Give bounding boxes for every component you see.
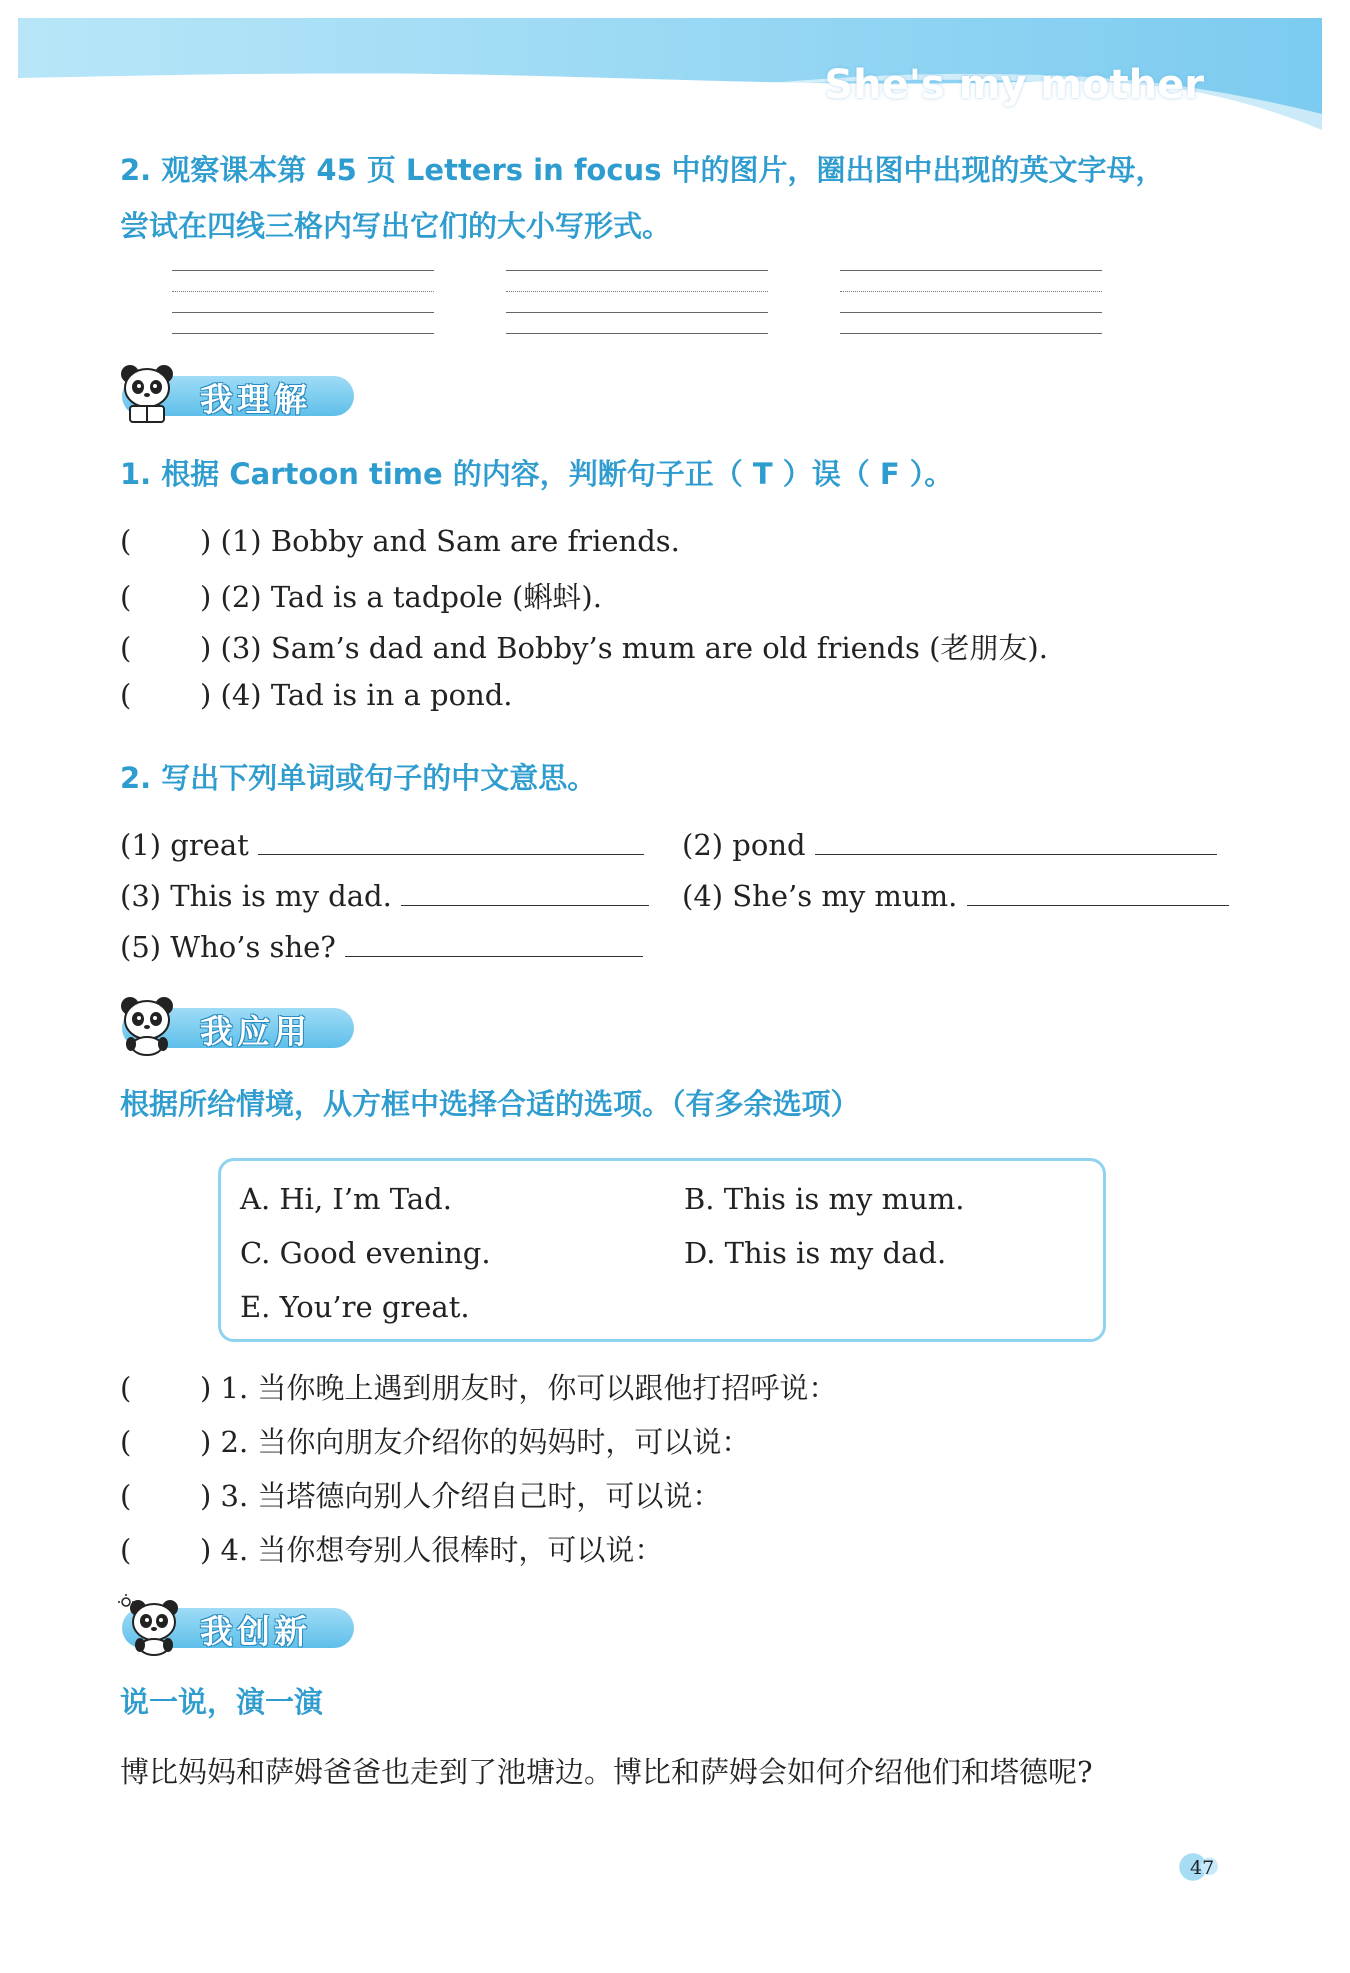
scenario-item xyxy=(120,1474,721,1515)
answer-line[interactable] xyxy=(967,904,1229,906)
section-badge-label: 我应用 xyxy=(200,1012,311,1051)
section-badge-apply xyxy=(118,994,358,1056)
answer-line[interactable] xyxy=(815,853,1217,855)
tf-item xyxy=(120,626,1048,667)
translate-item-text: (1) great xyxy=(120,828,249,862)
panda-reading-icon xyxy=(118,362,178,424)
answer-line[interactable] xyxy=(401,904,649,906)
translate-item-text: (5) Who’s she? xyxy=(120,930,336,964)
option-d: D. This is my dad. xyxy=(684,1236,947,1270)
tf-item-text: ) (1) Bobby and Sam are friends. xyxy=(200,524,680,558)
letters-instruction-line1: 2. 观察课本第 45 页 Letters in focus 中的图片，圈出图中出现的英文字母， xyxy=(120,153,1165,187)
section-badge-create xyxy=(118,1594,358,1656)
four-line-grid[interactable] xyxy=(172,270,434,334)
tf-item xyxy=(120,678,513,712)
answer-blank[interactable]: ( xyxy=(120,678,132,712)
section-badge-understand xyxy=(118,362,358,424)
page-header xyxy=(18,18,1322,130)
translate-item xyxy=(120,828,644,862)
answer-blank[interactable]: ( xyxy=(120,580,132,614)
scenario-item-text: ) 2. 当你向朋友介绍你的妈妈时，可以说： xyxy=(200,1425,751,1459)
section-badge-label: 我理解 xyxy=(200,380,311,419)
answer-blank[interactable]: ( xyxy=(120,1479,132,1513)
translate-item-text: (4) She’s my mum. xyxy=(682,879,958,913)
create-instruction: 说一说，演一演 xyxy=(120,1685,324,1719)
tf-item-text: ) (2) Tad is a tadpole (蝌蚪). xyxy=(200,580,602,614)
answer-blank[interactable]: ( xyxy=(120,1371,132,1405)
answer-blank[interactable]: ( xyxy=(120,1425,132,1459)
translate-item-text: (3) This is my dad. xyxy=(120,879,392,913)
tf-instruction: 1. 根据 Cartoon time 的内容，判断句子正（ T ）误（ F ）。 xyxy=(120,457,954,491)
option-c: C. Good evening. xyxy=(240,1236,491,1270)
create-prompt: 博比妈妈和萨姆爸爸也走到了池塘边。博比和萨姆会如何介绍他们和塔德呢? xyxy=(120,1755,1093,1789)
tf-item xyxy=(120,524,680,558)
translate-instruction: 2. 写出下列单词或句子的中文意思。 xyxy=(120,761,597,795)
tf-item-text: ) (4) Tad is in a pond. xyxy=(200,678,513,712)
translate-item xyxy=(682,879,1229,913)
scenario-item-text: ) 3. 当塔德向别人介绍自己时，可以说： xyxy=(200,1479,722,1513)
answer-blank[interactable]: ( xyxy=(120,524,132,558)
tf-item xyxy=(120,575,602,616)
panda-icon xyxy=(118,994,178,1056)
letters-instruction-line2: 尝试在四线三格内写出它们的大小写形式。 xyxy=(120,209,672,243)
option-e: E. You’re great. xyxy=(240,1290,470,1324)
section-badge-label: 我创新 xyxy=(200,1612,311,1651)
translate-item-text: (2) pond xyxy=(682,828,806,862)
option-b: B. This is my mum. xyxy=(684,1182,965,1216)
answer-blank[interactable]: ( xyxy=(120,631,132,665)
apply-instruction: 根据所给情境，从方框中选择合适的选项。（有多余选项） xyxy=(120,1087,860,1121)
answer-blank[interactable]: ( xyxy=(120,1533,132,1567)
scenario-item xyxy=(120,1528,663,1569)
option-a: A. Hi, I’m Tad. xyxy=(240,1182,452,1216)
scenario-item-text: ) 4. 当你想夸别人很棒时，可以说： xyxy=(200,1533,664,1567)
translate-item xyxy=(682,828,1217,862)
header-title: She's my mother xyxy=(824,62,1204,108)
page-number: 47 xyxy=(1190,1857,1215,1879)
scenario-item xyxy=(120,1366,837,1407)
scenario-item xyxy=(120,1420,750,1461)
answer-line[interactable] xyxy=(345,955,643,957)
tf-item-text: ) (3) Sam’s dad and Bobby’s mum are old friends (老朋友). xyxy=(200,631,1048,665)
four-line-grid[interactable] xyxy=(506,270,768,334)
answer-line[interactable] xyxy=(258,853,644,855)
translate-item xyxy=(120,930,643,964)
four-line-grid[interactable] xyxy=(840,270,1102,334)
translate-item xyxy=(120,879,649,913)
panda-idea-icon xyxy=(118,1594,182,1656)
scenario-item-text: ) 1. 当你晚上遇到朋友时，你可以跟他打招呼说： xyxy=(200,1371,838,1405)
